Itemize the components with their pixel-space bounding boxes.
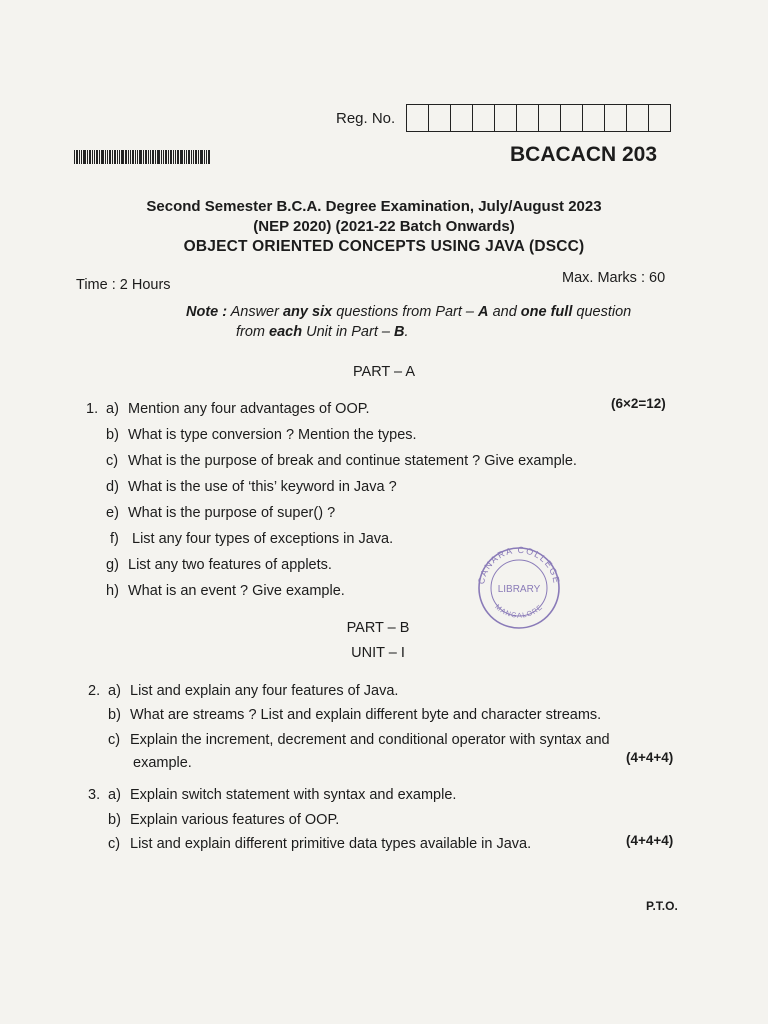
question-1c: c) What is the purpose of break and continue statement ? Give example. (106, 453, 577, 469)
question-2a: 2. a) List and explain any four features of Java. (88, 683, 399, 699)
question-2b: b) What are streams ? List and explain different byte and character streams. (108, 707, 602, 723)
reg-no-boxes[interactable] (406, 104, 671, 132)
time-allowed: Time : 2 Hours (76, 277, 171, 293)
question-2c-continued: example. (133, 755, 192, 771)
question-1a: 1. a) Mention any four advantages of OOP. (86, 401, 370, 417)
stamp-top-text: CANARA COLLEGE (476, 544, 562, 586)
question-2-marks: (4+4+4) (626, 750, 674, 765)
question-1e: e) What is the purpose of super() ? (106, 505, 336, 521)
question-1g: g) List any two features of applets. (106, 557, 332, 573)
part-a-heading: PART – A (352, 364, 416, 380)
pto-label: P.T.O. (646, 899, 678, 913)
question-1d: d) What is the use of ‘this’ keyword in Java ? (106, 479, 397, 495)
unit-1-heading: UNIT – I (351, 645, 405, 661)
question-3a: 3. a) Explain switch statement with syntax and example. (88, 787, 457, 803)
part-b-heading: PART – B (346, 620, 410, 636)
part-a-marks: (6×2=12) (611, 396, 666, 411)
question-2c: c) Explain the increment, decrement and conditional operator with syntax and (108, 732, 610, 748)
question-3-marks: (4+4+4) (626, 833, 674, 848)
barcode (74, 150, 238, 164)
question-3c: c) List and explain different primitive data types available in Java. (108, 836, 532, 852)
max-marks: Max. Marks : 60 (562, 270, 666, 286)
paper-code: BCACACN 203 (510, 143, 658, 166)
question-1h: h) What is an event ? Give example. (106, 583, 345, 599)
stamp-bottom-text: MANGALORE (493, 603, 545, 620)
question-3b: b) Explain various features of OOP. (108, 812, 340, 828)
library-stamp (474, 544, 564, 630)
instructions-note: Note : Answer any six questions from Part – A and one full question from each Unit in Part – B. (186, 304, 632, 340)
subject-title: OBJECT ORIENTED CONCEPTS USING JAVA (DSCC) (183, 238, 585, 255)
exam-scheme: (NEP 2020) (2021-22 Batch Onwards) (253, 218, 515, 235)
reg-no-label: Reg. No. (336, 110, 396, 127)
exam-title: Second Semester B.C.A. Degree Examination, July/August 2023 (146, 198, 602, 215)
question-1f: f) List any four types of exceptions in Java. (110, 531, 394, 547)
question-1b: b) What is type conversion ? Mention the types. (106, 427, 417, 443)
stamp-center-text: LIBRARY (497, 584, 541, 595)
